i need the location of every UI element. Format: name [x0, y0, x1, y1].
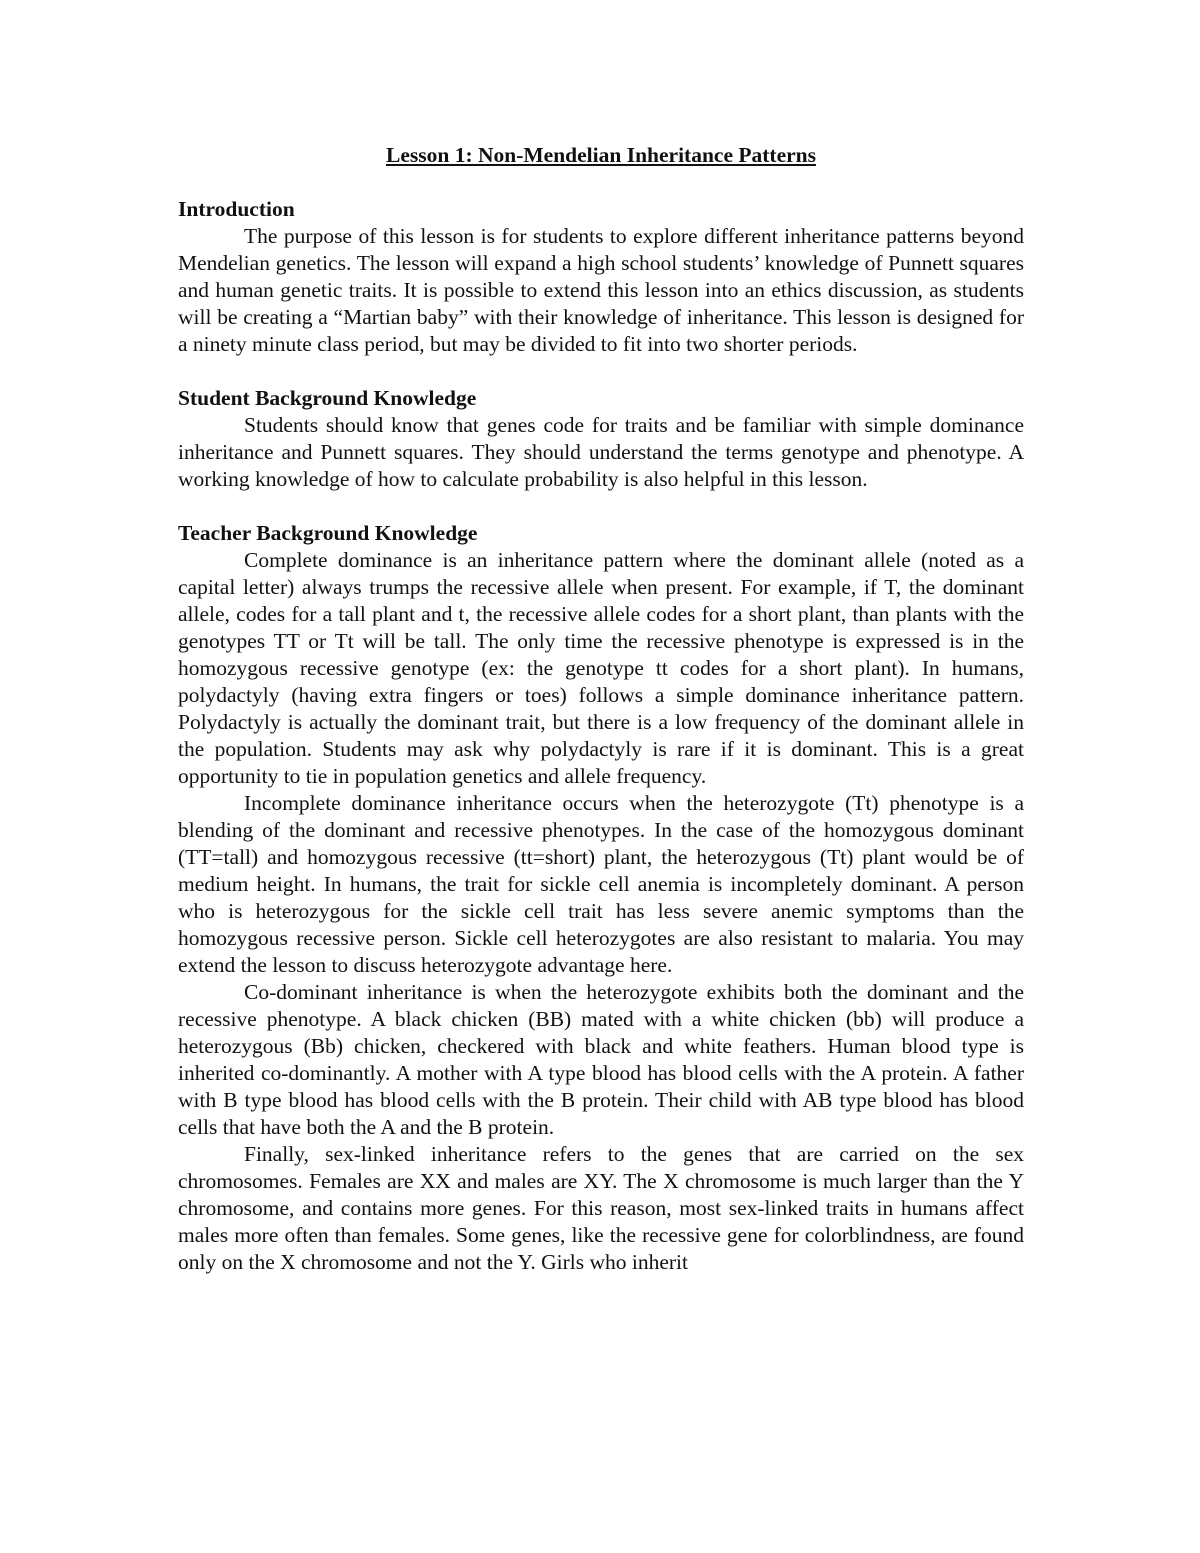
page-title: Lesson 1: Non-Mendelian Inheritance Patterns [386, 143, 816, 167]
paragraph: Incomplete dominance inheritance occurs when the heterozygote (Tt) phenotype is a blending of the dominant and recessive phenotypes. In the case of the homozygous dominant (TT=tall) and homozygous recessive (tt=short) plant, the heterozygous (Tt) plant would be of medium height. In humans, the trait for sickle cell anemia is incompletely dominant. A person who is heterozygous for the sickle cell trait has less severe anemic symptoms than the homozygous recessive person. Sickle cell heterozygotes are also resistant to malaria. You may extend the lesson to discuss heterozygote advantage here. [178, 791, 1024, 977]
paragraph: Co-dominant inheritance is when the heterozygote exhibits both the dominant and the recessive phenotype. A black chicken (BB) mated with a white chicken (bb) will produce a heterozygous (Bb) chicken, checkered with black and white feathers. Human blood type is inherited co-dominantly. A mother with A type blood has blood cells with the A protein. A father with B type blood has blood cells with the B protein. Their child with AB type blood has blood cells that have both the A and the B protein. [178, 980, 1024, 1139]
paragraph: Finally, sex-linked inheritance refers to the genes that are carried on the sex chromosomes. Females are XX and males are XY. The X chromosome is much larger than the Y chromosome, and contains more genes. For this reason, most sex-linked traits in humans affect males more often than females. Some genes, like the recessive gene for colorblindness, are found only on the X chromosome and not the Y. Girls who inherit [178, 1142, 1024, 1274]
paragraph: Students should know that genes code for traits and be familiar with simple dominance inheritance and Punnett squares. They should understand the terms genotype and phenotype. A working knowledge of how to calculate probability is also helpful in this lesson. [178, 413, 1024, 491]
paragraph: Complete dominance is an inheritance pattern where the dominant allele (noted as a capital letter) always trumps the recessive allele when present. For example, if T, the dominant allele, codes for a tall plant and t, the recessive allele codes for a short plant, than plants with the genotypes TT or Tt will be tall. The only time the recessive phenotype is expressed is in the homozygous recessive genotype (ex: the genotype tt codes for a short plant). In humans, polydactyly (having extra fingers or toes) follows a simple dominance inheritance pattern. Polydactyly is actually the dominant trait, but there is a low frequency of the dominant allele in the population. Students may ask why polydactyly is rare if it is dominant. This is a great opportunity to tie in population genetics and allele frequency. [178, 548, 1024, 788]
section-heading: Introduction [178, 197, 295, 221]
section-heading: Teacher Background Knowledge [178, 521, 478, 545]
section-student-background [178, 385, 1024, 493]
section-introduction [178, 196, 1024, 358]
paragraph: The purpose of this lesson is for students to explore different inheritance patterns beyond Mendelian genetics. The lesson will expand a high school students’ knowledge of Punnett squares and human genetic traits. It is possible to extend this lesson into an ethics discussion, as students will be creating a “Martian baby” with their knowledge of inheritance. This lesson is designed for a ninety minute class period, but may be divided to fit into two shorter periods. [178, 224, 1024, 356]
document-body [178, 142, 1024, 1303]
section-heading: Student Background Knowledge [178, 386, 477, 410]
section-teacher-background [178, 520, 1024, 1276]
